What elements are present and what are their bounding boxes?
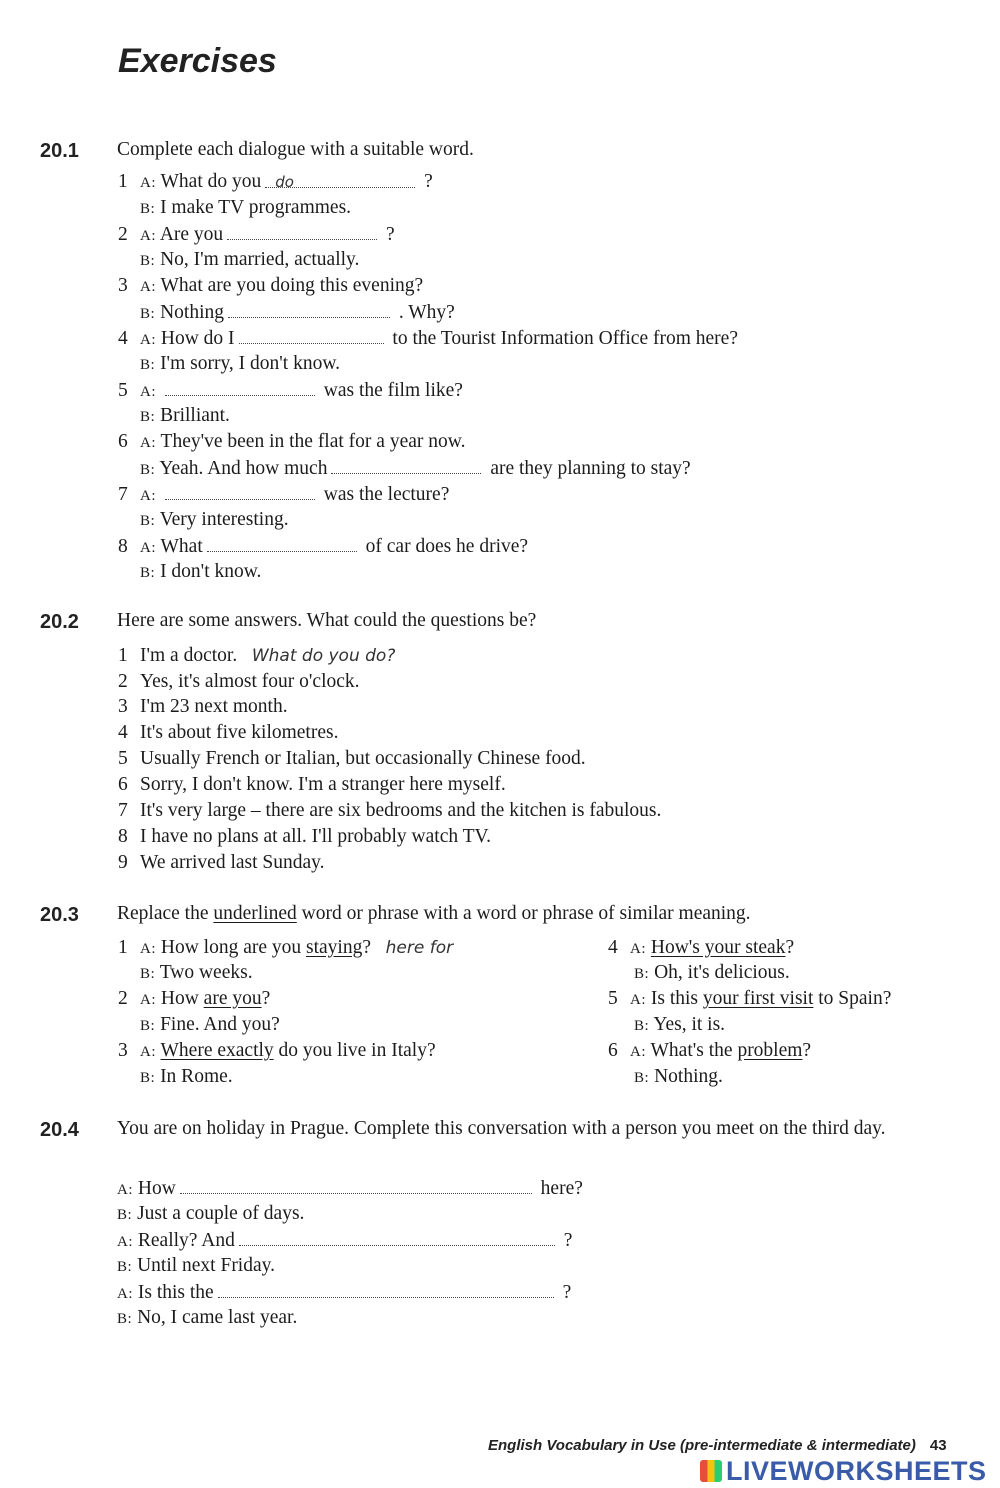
dialogue-line: 6 A: What's the problem?: [608, 1040, 812, 1061]
dialogue-line: 1 A: What do you do ?: [118, 171, 433, 192]
dialogue-line: B: Yes, it is.: [634, 1014, 726, 1035]
answer-blank[interactable]: [331, 455, 481, 474]
answer-blank[interactable]: [207, 533, 357, 552]
dialogue-line: 6 A: They've been in the flat for a year now.: [118, 431, 466, 452]
dialogue-line: B: I make TV programmes.: [140, 197, 352, 218]
answer-blank[interactable]: [218, 1279, 554, 1298]
dialogue-line: 7 A: was the lecture?: [118, 481, 449, 509]
dialogue-line: B: Very interesting.: [140, 509, 289, 530]
answer-line: 1 I'm a doctor. What do you do?: [118, 645, 396, 666]
answer-line: 5 Usually French or Italian, but occasionally Chinese food.: [118, 748, 586, 769]
dialogue-line: B: Two weeks.: [140, 962, 253, 983]
dialogue-line: B: In Rome.: [140, 1066, 233, 1087]
dialogue-line: A: Is this the ?: [117, 1279, 571, 1307]
handwritten-answer: What do you do?: [251, 646, 396, 666]
dialogue-line: A: Really? And ?: [117, 1227, 572, 1255]
liveworksheets-icon: [700, 1460, 722, 1482]
dialogue-line: B: Yeah. And how much are they planning to stay?: [140, 455, 691, 483]
dialogue-line: B: Nothing.: [634, 1066, 723, 1087]
answer-line: 3 I'm 23 next month.: [118, 696, 288, 717]
answer-line: 6 Sorry, I don't know. I'm a stranger here myself.: [118, 774, 506, 795]
dialogue-line: 8 A: What of car does he drive?: [118, 533, 528, 561]
page-number: 43: [929, 1437, 947, 1454]
dialogue-line: B: I don't know.: [140, 561, 262, 582]
dialogue-line: B: Oh, it's delicious.: [634, 962, 790, 983]
answer-blank[interactable]: [165, 481, 315, 500]
section-instruction: Replace the underlined word or phrase with a word or phrase of similar meaning.: [117, 903, 751, 924]
answer-blank[interactable]: [165, 377, 315, 396]
dialogue-line: B: Brilliant.: [140, 405, 230, 426]
answer-blank[interactable]: [227, 221, 377, 240]
answer-line: 4 It's about five kilometres.: [118, 722, 339, 743]
book-footer: English Vocabulary in Use (pre-intermediate & intermediate) 43: [488, 1437, 947, 1454]
answer-line: 9 We arrived last Sunday.: [118, 852, 325, 873]
dialogue-line: B: Until next Friday.: [117, 1255, 275, 1276]
brand-logo: LIVEWORKSHEETS: [700, 1456, 987, 1487]
page-title: Exercises: [118, 42, 277, 80]
answer-blank[interactable]: do: [265, 169, 415, 188]
section-instruction: You are on holiday in Prague. Complete this conversation with a person you meet on the third day.: [117, 1118, 886, 1139]
dialogue-line: B: Nothing . Why?: [140, 299, 455, 327]
answer-line: 2 Yes, it's almost four o'clock.: [118, 671, 360, 692]
dialogue-line: 5 A: was the film like?: [118, 377, 463, 405]
answer-line: 8 I have no plans at all. I'll probably watch TV.: [118, 826, 491, 847]
section-instruction: Here are some answers. What could the questions be?: [117, 610, 537, 631]
dialogue-line: 5 A: Is this your first visit to Spain?: [608, 988, 892, 1009]
handwritten-answer: here for: [385, 938, 454, 958]
dialogue-line: 4 A: How's your steak?: [608, 937, 795, 958]
dialogue-line: 4 A: How do I to the Tourist Information Office from here?: [118, 325, 738, 353]
section-number: 20.3: [40, 904, 79, 926]
dialogue-line: B: I'm sorry, I don't know.: [140, 353, 341, 374]
dialogue-line: 3 A: What are you doing this evening?: [118, 275, 424, 296]
dialogue-line: B: No, I'm married, actually.: [140, 249, 360, 270]
dialogue-line: B: Just a couple of days.: [117, 1203, 305, 1224]
answer-line: 7 It's very large – there are six bedrooms and the kitchen is fabulous.: [118, 800, 662, 821]
dialogue-line: 3 A: Where exactly do you live in Italy?: [118, 1040, 436, 1061]
section-number: 20.4: [40, 1119, 79, 1141]
answer-blank[interactable]: [239, 1227, 555, 1246]
dialogue-line: B: Fine. And you?: [140, 1014, 280, 1035]
dialogue-line: 1 A: How long are you staying? here for: [118, 937, 454, 958]
answer-blank[interactable]: [228, 299, 390, 318]
section-number: 20.2: [40, 611, 79, 633]
dialogue-line: A: How here?: [117, 1175, 583, 1203]
dialogue-line: 2 A: How are you?: [118, 988, 271, 1009]
answer-blank[interactable]: [239, 325, 384, 344]
dialogue-line: 2 A: Are you ?: [118, 221, 395, 249]
section-number: 20.1: [40, 140, 79, 162]
section-instruction: Complete each dialogue with a suitable word.: [117, 139, 474, 160]
answer-blank[interactable]: [180, 1175, 532, 1194]
dialogue-line: B: No, I came last year.: [117, 1307, 298, 1328]
